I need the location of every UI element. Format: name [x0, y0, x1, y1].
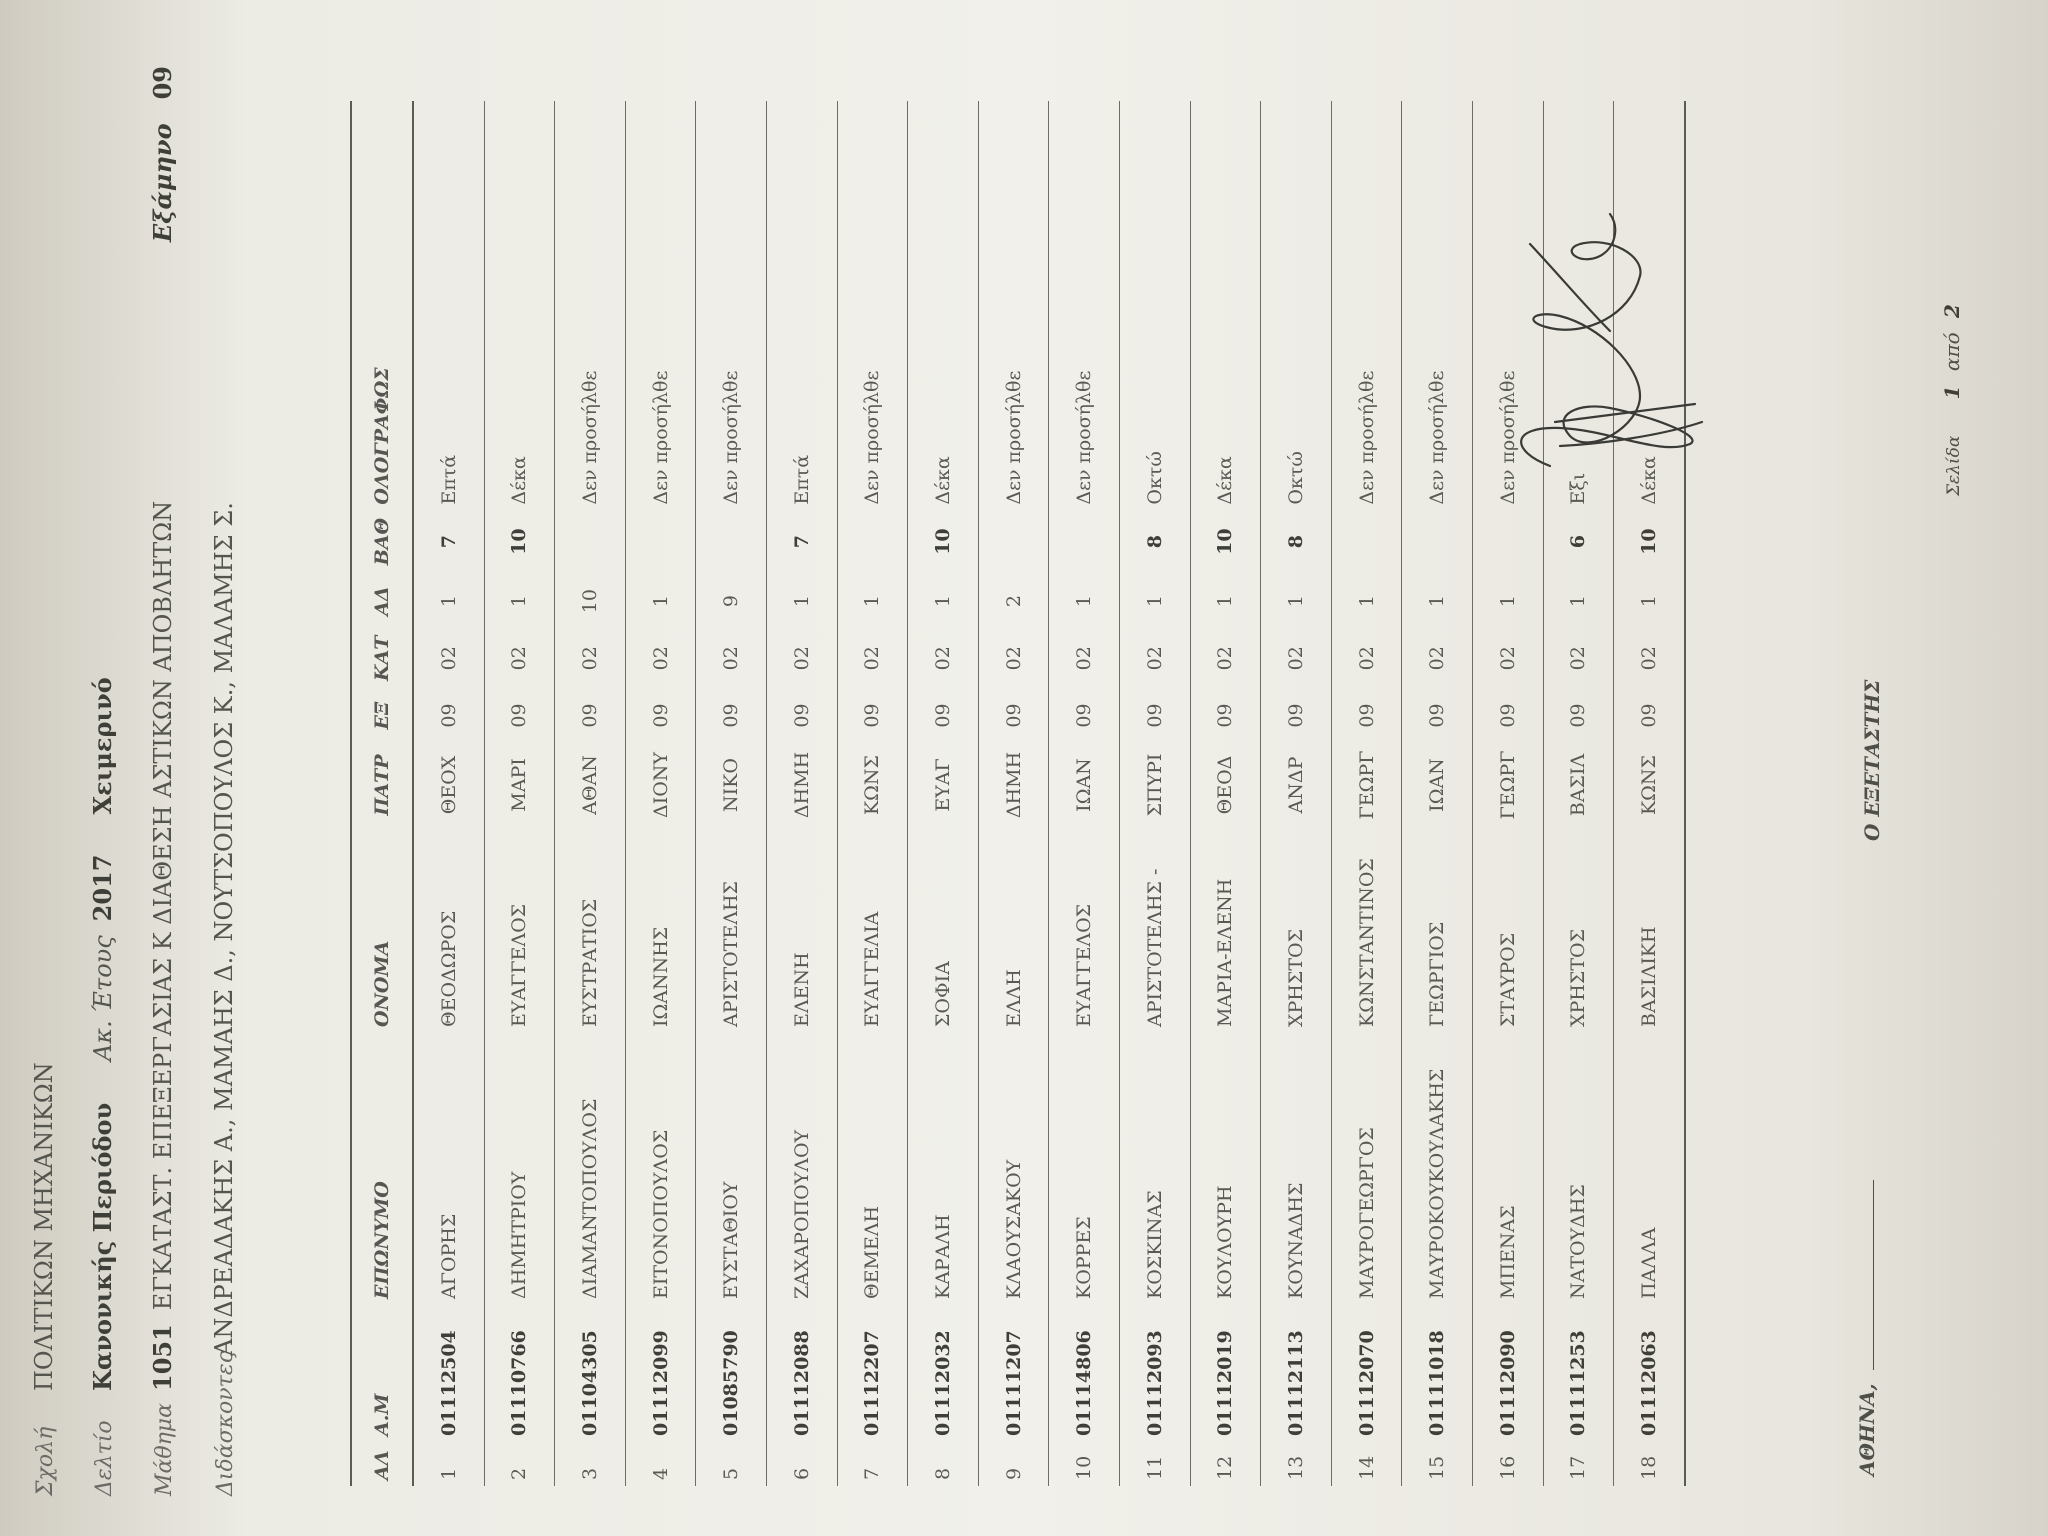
name-cell: ΧΡΗΣΤΟΣ — [1543, 826, 1614, 1033]
category-cell: 02 — [837, 630, 908, 687]
col-patr: ΠΑΤΡ — [351, 744, 413, 826]
grade-words-cell: Δέκα — [1190, 101, 1261, 511]
student-id: 01112090 — [1472, 1305, 1543, 1442]
row-number: 17 — [1543, 1442, 1614, 1486]
father-name-cell: ΚΩΝΣ — [837, 744, 908, 826]
category-cell: 02 — [1119, 630, 1190, 687]
category-cell: 02 — [1472, 630, 1543, 687]
name-cell: ΣΤΑΥΡΟΣ — [1472, 826, 1543, 1033]
name-cell: ΑΡΙΣΤΟΤΕΛΗΣ — [696, 826, 767, 1033]
semester-cell: 09 — [766, 687, 837, 744]
grade-words-cell: Δεν προσήλθε — [1049, 101, 1120, 511]
col-ad: ΑΔ — [351, 573, 413, 630]
attempt-cell: 9 — [696, 573, 767, 630]
table-row — [1331, 101, 1402, 1486]
row-number: 15 — [1402, 1442, 1473, 1486]
col-words: ΟΛΟΓΡΑΦΩΣ — [351, 101, 413, 511]
attempt-cell: 1 — [413, 573, 484, 630]
attempt-cell: 1 — [837, 573, 908, 630]
semester-cell: 09 — [1614, 687, 1685, 744]
grade-cell — [696, 511, 767, 573]
category-cell: 02 — [413, 630, 484, 687]
semester-cell: 09 — [555, 687, 626, 744]
attempt-cell: 1 — [1261, 573, 1332, 630]
school-label: Σχολή — [33, 1426, 58, 1496]
row-number: 9 — [978, 1442, 1049, 1486]
row-number: 2 — [484, 1442, 555, 1486]
student-id: 01112063 — [1614, 1305, 1685, 1442]
attempt-cell: 1 — [1402, 573, 1473, 630]
father-name-cell: ΑΘΑΝ — [555, 744, 626, 826]
student-id: 01112207 — [837, 1305, 908, 1442]
page-of: από — [1940, 332, 1964, 372]
name-cell: ΙΩΑΝΝΗΣ — [625, 826, 696, 1033]
grade-words-cell: Δεν προσήλθε — [555, 101, 626, 511]
name-cell: ΘΕΟΔΩΡΟΣ — [413, 826, 484, 1033]
place-date — [1855, 1180, 1879, 1476]
grade-words-cell: Δεν προσήλθε — [1472, 101, 1543, 511]
father-name-cell: ΔΗΜΗ — [978, 744, 1049, 826]
category-cell: 02 — [625, 630, 696, 687]
grade-cell — [978, 511, 1049, 573]
category-cell: 02 — [1614, 630, 1685, 687]
col-surname: ΕΠΩΝΥΜΟ — [351, 1033, 413, 1305]
grade-words-cell: Οκτώ — [1261, 101, 1332, 511]
table-row — [413, 101, 484, 1486]
category-cell: 02 — [1543, 630, 1614, 687]
course-row — [148, 66, 177, 1496]
father-name-cell: ΘΕΟΧ — [413, 744, 484, 826]
student-id: 01112088 — [766, 1305, 837, 1442]
student-id: 01104305 — [555, 1305, 626, 1442]
teachers-label: Διδάσκοντες — [213, 1351, 238, 1496]
father-name-cell: ΓΕΩΡΓ — [1331, 744, 1402, 826]
attempt-cell: 10 — [555, 573, 626, 630]
semester-cell: 09 — [1190, 687, 1261, 744]
page-number: 1 — [1940, 385, 1964, 400]
attempt-cell: 1 — [625, 573, 696, 630]
grade-cell — [1472, 511, 1543, 573]
table-header-row — [351, 101, 413, 1486]
semester-value: 09 — [148, 66, 177, 100]
surname-cell: ΜΑΥΡΟΓΕΩΡΓΟΣ — [1331, 1033, 1402, 1305]
grade-cell: 8 — [1119, 511, 1190, 573]
father-name-cell: ΙΩΑΝ — [1402, 744, 1473, 826]
row-number: 12 — [1190, 1442, 1261, 1486]
father-name-cell: ΔΙΟΝΥ — [625, 744, 696, 826]
category-cell: 02 — [1261, 630, 1332, 687]
table-row — [1190, 101, 1261, 1486]
semester-cell: 09 — [1472, 687, 1543, 744]
attempt-cell: 1 — [1049, 573, 1120, 630]
place-label: ΑΘΗΝΑ, — [1855, 1383, 1879, 1476]
father-name-cell: ΔΗΜΗ — [766, 744, 837, 826]
row-number: 13 — [1261, 1442, 1332, 1486]
table-row — [1402, 101, 1473, 1486]
semester-cell: 09 — [625, 687, 696, 744]
name-cell: ΕΛΛΗ — [978, 826, 1049, 1033]
teachers-value: ΑΝΔΡΕΑΔΑΚΗΣ Α., ΜΑΜΑΗΣ Δ., ΝΟΥΤΣΟΠΟΥΛΟΣ Κ., ΜΑΛΑΜΗΣ Σ. — [210, 502, 238, 1356]
row-number: 8 — [908, 1442, 979, 1486]
father-name-cell: ΑΝΔΡ — [1261, 744, 1332, 826]
name-cell: ΒΑΣΙΛΙΚΗ — [1614, 826, 1685, 1033]
category-cell: 02 — [484, 630, 555, 687]
semester-cell: 09 — [908, 687, 979, 744]
name-cell: ΕΥΑΓΓΕΛΟΣ — [1049, 826, 1120, 1033]
category-cell: 02 — [766, 630, 837, 687]
surname-cell: ΘΕΜΕΛΗ — [837, 1033, 908, 1305]
grade-cell — [1402, 511, 1473, 573]
grade-words-cell: Δεν προσήλθε — [696, 101, 767, 511]
surname-cell: ΠΑΛΛΑ — [1614, 1033, 1685, 1305]
category-cell: 02 — [908, 630, 979, 687]
school-value: ΠΟΛΙΤΙΚΩΝ ΜΗΧΑΝΙΚΩΝ — [30, 1062, 58, 1391]
table-row — [1261, 101, 1332, 1486]
student-id: 01085790 — [696, 1305, 767, 1442]
col-al: ΑΛ — [351, 1442, 413, 1486]
grade-words-cell: Δέκα — [484, 101, 555, 511]
attempt-cell: 1 — [1331, 573, 1402, 630]
row-number: 14 — [1331, 1442, 1402, 1486]
grade-words-cell: Δεν προσήλθε — [1402, 101, 1473, 511]
student-id: 01111253 — [1543, 1305, 1614, 1442]
table-row — [766, 101, 837, 1486]
grade-cell: 10 — [1190, 511, 1261, 573]
student-id: 01112099 — [625, 1305, 696, 1442]
semester-cell: 09 — [837, 687, 908, 744]
bulletin-value: Κανονικής Περιόδου — [88, 1102, 117, 1391]
attempt-cell: 1 — [1472, 573, 1543, 630]
table-row — [1119, 101, 1190, 1486]
bulletin-row — [88, 677, 117, 1496]
row-number: 1 — [413, 1442, 484, 1486]
surname-cell: ΚΑΡΑΛΗ — [908, 1033, 979, 1305]
surname-cell: ΚΟΥΝΑΔΗΣ — [1261, 1033, 1332, 1305]
student-id: 01114806 — [1049, 1305, 1120, 1442]
category-cell: 02 — [1402, 630, 1473, 687]
semester-cell: 09 — [696, 687, 767, 744]
attempt-cell: 2 — [978, 573, 1049, 630]
grade-cell — [1049, 511, 1120, 573]
father-name-cell: ΚΩΝΣ — [1614, 744, 1685, 826]
name-cell: ΧΡΗΣΤΟΣ — [1261, 826, 1332, 1033]
grade-words-cell: Δέκα — [1614, 101, 1685, 511]
table-row — [696, 101, 767, 1486]
grade-words-cell: Επτά — [413, 101, 484, 511]
father-name-cell: ΝΙΚΟ — [696, 744, 767, 826]
semester-cell: 09 — [1119, 687, 1190, 744]
surname-cell: ΔΗΜΗΤΡΙΟΥ — [484, 1033, 555, 1305]
grade-words-cell: Δεν προσήλθε — [1331, 101, 1402, 511]
category-cell: 02 — [1190, 630, 1261, 687]
name-cell: ΕΛΕΝΗ — [766, 826, 837, 1033]
category-cell: 02 — [978, 630, 1049, 687]
surname-cell: ΚΟΡΡΕΣ — [1049, 1033, 1120, 1305]
surname-cell: ΚΛΑΟΥΣΑΚΟΥ — [978, 1033, 1049, 1305]
student-id: 01112019 — [1190, 1305, 1261, 1442]
table-row — [837, 101, 908, 1486]
surname-cell: ΕΙΤΟΝΟΠΟΥΛΟΣ — [625, 1033, 696, 1305]
grade-cell: 10 — [908, 511, 979, 573]
row-number: 16 — [1472, 1442, 1543, 1486]
attempt-cell: 1 — [1190, 573, 1261, 630]
surname-cell: ΖΑΧΑΡΟΠΟΥΛΟΥ — [766, 1033, 837, 1305]
semester-cell: 09 — [978, 687, 1049, 744]
date-blank-line — [1873, 1180, 1874, 1370]
name-cell: ΕΥΣΤΡΑΤΙΟΣ — [555, 826, 626, 1033]
course-label: Μάθημα — [152, 1403, 177, 1496]
grade-cell: 7 — [766, 511, 837, 573]
grade-words-cell: Δέκα — [908, 101, 979, 511]
surname-cell: ΔΙΑΜΑΝΤΟΠΟΥΛΟΣ — [555, 1033, 626, 1305]
category-cell: 02 — [1331, 630, 1402, 687]
student-id: 01112504 — [413, 1305, 484, 1442]
row-number: 10 — [1049, 1442, 1120, 1486]
course-code: 1051 — [148, 1324, 177, 1391]
semester-cell: 09 — [1049, 687, 1120, 744]
student-id: 01112113 — [1261, 1305, 1332, 1442]
category-cell: 02 — [1049, 630, 1120, 687]
grade-cell: 6 — [1543, 511, 1614, 573]
father-name-cell: ΓΕΩΡΓ — [1472, 744, 1543, 826]
grades-table — [350, 101, 1686, 1486]
table-row — [908, 101, 979, 1486]
attempt-cell: 1 — [1614, 573, 1685, 630]
student-id: 01112032 — [908, 1305, 979, 1442]
teachers-row — [210, 502, 238, 1496]
grade-cell: 10 — [1614, 511, 1685, 573]
grade-cell — [555, 511, 626, 573]
name-cell: ΕΥΑΓΓΕΛΟΣ — [484, 826, 555, 1033]
bulletin-label: Δελτίο — [92, 1420, 117, 1496]
attempt-cell: 1 — [908, 573, 979, 630]
table-row — [978, 101, 1049, 1486]
student-id: 01112093 — [1119, 1305, 1190, 1442]
school-row — [30, 1062, 58, 1496]
attempt-cell: 1 — [766, 573, 837, 630]
season-value: Χειμερινό — [88, 677, 117, 815]
row-number: 11 — [1119, 1442, 1190, 1486]
attempt-cell: 1 — [1119, 573, 1190, 630]
student-id: 01112070 — [1331, 1305, 1402, 1442]
surname-cell: ΕΥΣΤΑΘΙΟΥ — [696, 1033, 767, 1305]
name-cell: ΕΥΑΓΓΕΛΙΑ — [837, 826, 908, 1033]
surname-cell: ΚΟΥΛΟΥΡΗ — [1190, 1033, 1261, 1305]
row-number: 7 — [837, 1442, 908, 1486]
grade-words-cell: Δεν προσήλθε — [978, 101, 1049, 511]
category-cell: 02 — [696, 630, 767, 687]
grade-words-cell: Εξι — [1543, 101, 1614, 511]
grade-words-cell: Δεν προσήλθε — [625, 101, 696, 511]
page-label: Σελίδα — [1944, 435, 1964, 496]
attempt-cell: 1 — [1543, 573, 1614, 630]
table-row — [1049, 101, 1120, 1486]
category-cell: 02 — [555, 630, 626, 687]
name-cell: ΓΕΩΡΓΙΟΣ — [1402, 826, 1473, 1033]
father-name-cell: ΜΑΡΙ — [484, 744, 555, 826]
row-number: 18 — [1614, 1442, 1685, 1486]
semester-label: Εξάμηνο — [148, 123, 177, 243]
student-id: 01110766 — [484, 1305, 555, 1442]
grade-cell — [837, 511, 908, 573]
grade-cell: 7 — [413, 511, 484, 573]
examiner-label: Ο ΕΞΕΤΑΣΤΗΣ — [1860, 679, 1884, 841]
surname-cell: ΝΑΤΟΥΔΗΣ — [1543, 1033, 1614, 1305]
surname-cell: ΜΠΕΝΑΣ — [1472, 1033, 1543, 1305]
semester-cell: 09 — [1261, 687, 1332, 744]
father-name-cell: ΙΩΑΝ — [1049, 744, 1120, 826]
semester-cell: 09 — [1402, 687, 1473, 744]
grade-words-cell: Επτά — [766, 101, 837, 511]
year-value: 2017 — [88, 854, 117, 922]
father-name-cell: ΘΕΟΔ — [1190, 744, 1261, 826]
row-number: 4 — [625, 1442, 696, 1486]
row-number: 6 — [766, 1442, 837, 1486]
student-id: 01111207 — [978, 1305, 1049, 1442]
father-name-cell: ΣΠΥΡΙ — [1119, 744, 1190, 826]
grade-cell: 10 — [484, 511, 555, 573]
year-label: Ακ. Έτους — [89, 935, 117, 1061]
page-total: 2 — [1940, 304, 1964, 318]
student-id: 01111018 — [1402, 1305, 1473, 1442]
name-cell: ΚΩΝΣΤΑΝΤΙΝΟΣ — [1331, 826, 1402, 1033]
attempt-cell: 1 — [484, 573, 555, 630]
row-number: 3 — [555, 1442, 626, 1486]
surname-cell: ΜΑΥΡΟΚΟΥΚΟΥΛΑΚΗΣ — [1402, 1033, 1473, 1305]
semester-cell: 09 — [1543, 687, 1614, 744]
name-cell: ΣΟΦΙΑ — [908, 826, 979, 1033]
grade-cell: 8 — [1261, 511, 1332, 573]
col-name: ΟΝΟΜΑ — [351, 826, 413, 1033]
name-cell: ΜΑΡΙΑ-ΕΛΕΝΗ — [1190, 826, 1261, 1033]
row-number: 5 — [696, 1442, 767, 1486]
semester-cell: 09 — [413, 687, 484, 744]
grade-words-cell: Οκτώ — [1119, 101, 1190, 511]
grade-words-cell: Δεν προσήλθε — [837, 101, 908, 511]
table-row — [484, 101, 555, 1486]
page-counter — [1940, 304, 1964, 496]
name-cell: ΑΡΙΣΤΟΤΕΛΗΣ - — [1119, 826, 1190, 1033]
father-name-cell: ΒΑΣΙΛ — [1543, 744, 1614, 826]
father-name-cell: ΕΥΑΓ — [908, 744, 979, 826]
semester-cell: 09 — [1331, 687, 1402, 744]
grade-cell — [1331, 511, 1402, 573]
examiner-signature — [1490, 206, 1720, 506]
semester-cell: 09 — [484, 687, 555, 744]
surname-cell: ΑΓΟΡΗΣ — [413, 1033, 484, 1305]
grade-cell — [625, 511, 696, 573]
col-vath: ΒΑΘ — [351, 511, 413, 573]
course-name: ΕΓΚΑΤΑΣΤ. ΕΠΕΞΕΡΓΑΣΙΑΣ Κ ΔΙΑΘΕΣΗ ΑΣΤΙΚΩΝ ΑΠΟΒΛΗΤΩΝ — [149, 500, 177, 1311]
col-am: Α.Μ — [351, 1305, 413, 1442]
col-ex: ΕΞ — [351, 687, 413, 744]
surname-cell: ΚΟΣΚΙΝΑΣ — [1119, 1033, 1190, 1305]
col-kat: ΚΑΤ — [351, 630, 413, 687]
table-row — [555, 101, 626, 1486]
table-row — [625, 101, 696, 1486]
